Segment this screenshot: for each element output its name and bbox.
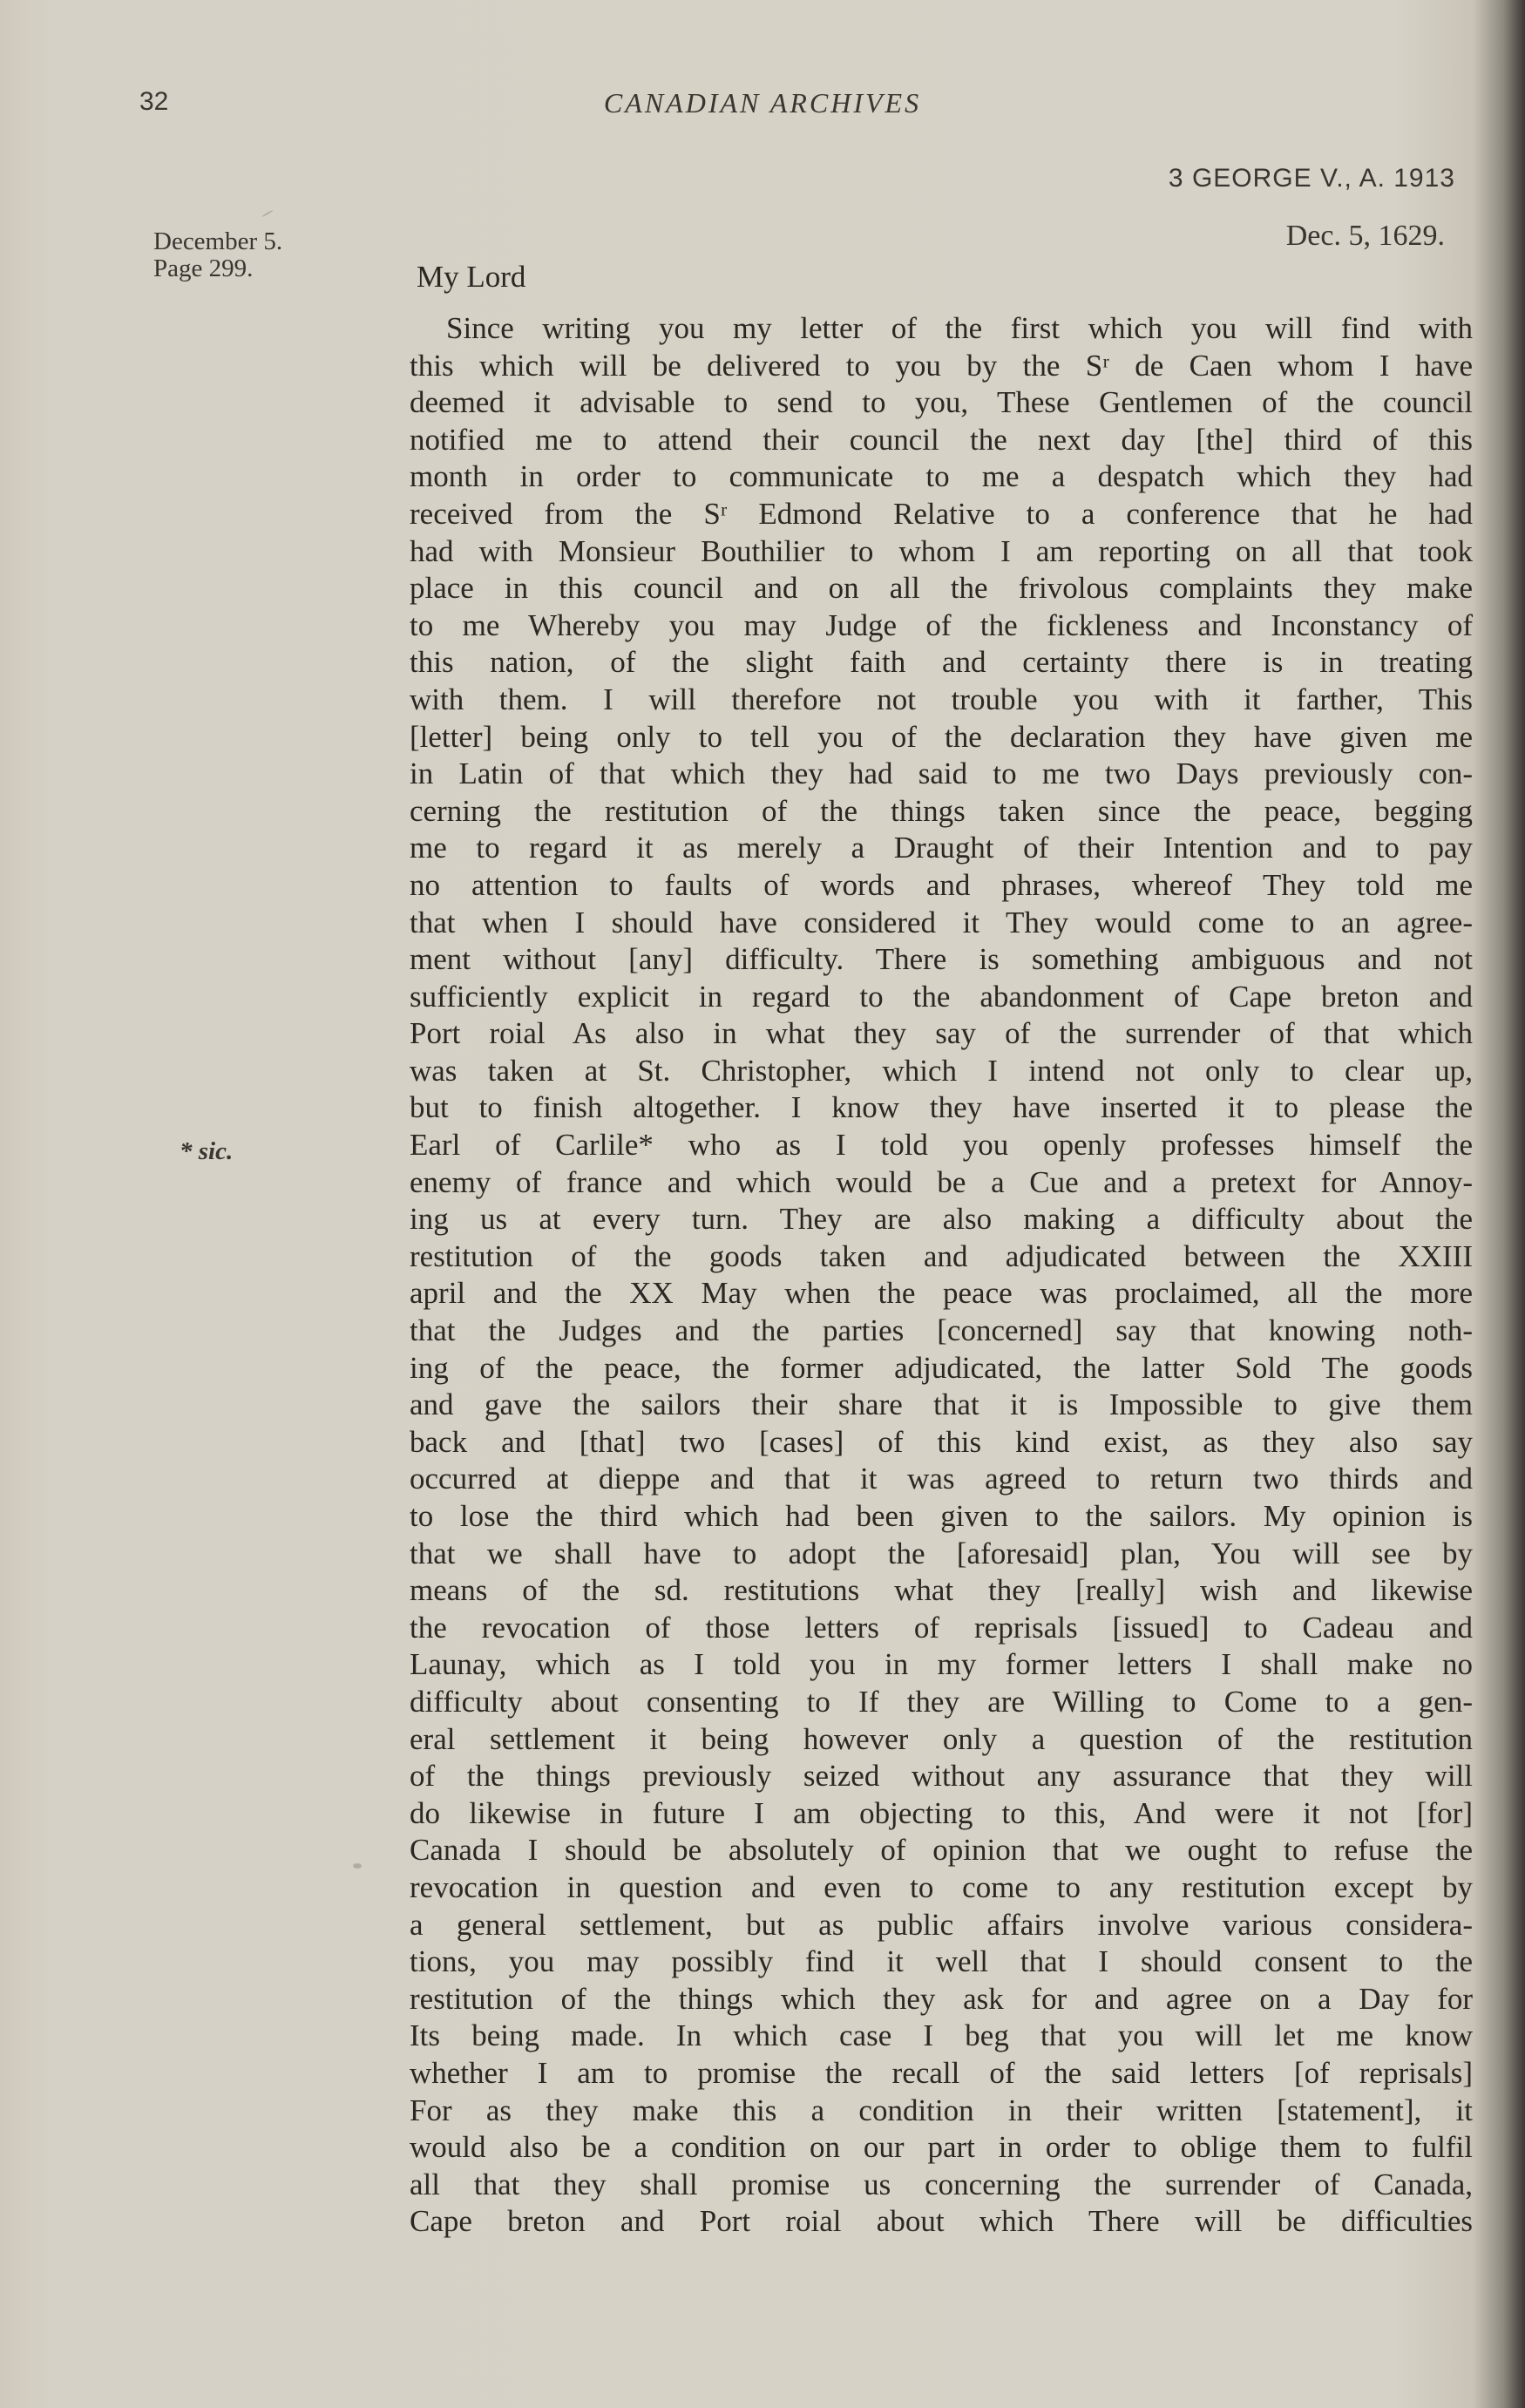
letter-line: received from the Sʳ Edmond Relative to a conference that he had bbox=[410, 496, 1473, 531]
letter-line: [letter] being only to tell you of the declaration they have given me bbox=[410, 719, 1473, 754]
letter-line: me to regard it as merely a Draught of their Intention and to pay bbox=[410, 831, 1473, 865]
letter-line: place in this council and on all the frivolous complaints they make bbox=[410, 571, 1473, 606]
ink-smudge bbox=[353, 1863, 362, 1869]
letter-line: a general settlement, but as public affairs involve various considera- bbox=[410, 1907, 1473, 1942]
letter-line: sufficiently explicit in regard to the abandonment of Cape breton and bbox=[410, 979, 1473, 1014]
letter-line: enemy of france and which would be a Cue and a pretext for Annoy- bbox=[410, 1164, 1473, 1199]
letter-line: do likewise in future I am objecting to this, And were it not [for] bbox=[410, 1795, 1473, 1830]
letter-line: in Latin of that which they had said to me two Days previously con- bbox=[410, 756, 1473, 791]
letter-line: the revocation of those letters of reprisals [issued] to Cadeau and bbox=[410, 1610, 1473, 1645]
letter-line: deemed it advisable to send to you, These Gentlemen of the council bbox=[410, 385, 1473, 420]
letter-line: restitution of the things which they ask for and agree on a Day for bbox=[410, 1981, 1473, 2016]
running-head: CANADIAN ARCHIVES bbox=[603, 87, 922, 119]
letter-line: Cape breton and Port roial about which There will be difficulties bbox=[410, 2204, 1473, 2239]
letter-line: Earl of Carlile* who as I told you openly professes himself the bbox=[410, 1128, 1473, 1163]
letter-line: but to finish altogether. I know they have inserted it to please the bbox=[410, 1090, 1473, 1125]
letter-line: eral settlement it being however only a question of the restitution bbox=[410, 1721, 1473, 1756]
letter-line: notified me to attend their council the next day [the] third of this bbox=[410, 422, 1473, 457]
letter-line: all that they shall promise us concerning the surrender of Canada, bbox=[410, 2167, 1473, 2201]
margin-date-line: December 5. bbox=[153, 227, 283, 255]
letter-line: occurred at dieppe and that it was agreed to return two thirds and bbox=[410, 1462, 1473, 1496]
letter-line: to me Whereby you may Judge of the fickleness and Inconstancy of bbox=[410, 607, 1473, 642]
margin-sic-note: * sic. bbox=[180, 1137, 234, 1165]
letter-line: Canada I should be absolutely of opinion that we ought to refuse the bbox=[410, 1833, 1473, 1868]
letter-line: to lose the third which had been given to the sailors. My opinion is bbox=[410, 1499, 1473, 1533]
letter-line: revocation in question and even to come to any restitution except by bbox=[410, 1869, 1473, 1904]
letter-line: means of the sd. restitutions what they [really] wish and likewise bbox=[410, 1573, 1473, 1608]
ink-mark bbox=[261, 210, 273, 218]
letter-line: Launay, which as I told you in my former letters I shall make no bbox=[410, 1647, 1473, 1682]
letter-line: this nation, of the slight faith and certainty there is in treating bbox=[410, 645, 1473, 680]
letter-line: For as they make this a condition in their written [statement], it bbox=[410, 2093, 1473, 2127]
letter-line: back and [that] two [cases] of this kind exist, as they also say bbox=[410, 1424, 1473, 1459]
letter-line: of the things previously seized without any assurance that they will bbox=[410, 1759, 1473, 1794]
letter-line: Since writing you my letter of the first which you will find with bbox=[446, 311, 1473, 345]
letter-salutation: My Lord bbox=[417, 260, 526, 294]
letter-line: whether I am to promise the recall of the said letters [of reprisals] bbox=[410, 2055, 1473, 2090]
letter-line: had with Monsieur Bouthilier to whom I am reporting on all that took bbox=[410, 533, 1473, 568]
session-header: 3 GEORGE V., A. 1913 bbox=[1168, 164, 1455, 193]
letter-line: and gave the sailors their share that it is Impossible to give them bbox=[410, 1387, 1473, 1422]
letter-line: Port roial As also in what they say of the surrender of that which bbox=[410, 1016, 1473, 1051]
letter-line: this which will be delivered to you by the Sʳ de Caen whom I have bbox=[410, 348, 1473, 383]
letter-line: ment without [any] difficulty. There is something ambiguous and not bbox=[410, 942, 1473, 977]
letter-line: that we shall have to adopt the [aforesaid] plan, You will see by bbox=[410, 1536, 1473, 1570]
letter-date: Dec. 5, 1629. bbox=[1285, 220, 1445, 252]
letter-line: would also be a condition on our part in order to oblige them to fulfil bbox=[410, 2130, 1473, 2165]
letter-line: ing us at every turn. They are also making a difficulty about the bbox=[410, 1202, 1473, 1237]
letter-line: restitution of the goods taken and adjudicated between the XXIII bbox=[410, 1238, 1473, 1273]
letter-line: cerning the restitution of the things taken since the peace, begging bbox=[410, 793, 1473, 828]
margin-date-note bbox=[153, 228, 282, 282]
letter-line: that the Judges and the parties [concerned] say that knowing noth- bbox=[410, 1313, 1473, 1348]
letter-line: april and the XX May when the peace was proclaimed, all the more bbox=[410, 1276, 1473, 1311]
letter-line: that when I should have considered it They would come to an agree- bbox=[410, 905, 1473, 939]
letter-body bbox=[410, 310, 1473, 2241]
margin-page-line: Page 299. bbox=[153, 254, 254, 282]
letter-line: was taken at St. Christopher, which I intend not only to clear up, bbox=[410, 1053, 1473, 1088]
letter-line: no attention to faults of words and phrases, whereof They told me bbox=[410, 867, 1473, 902]
letter-line: with them. I will therefore not trouble you with it farther, This bbox=[410, 682, 1473, 716]
letter-line: month in order to communicate to me a despatch which they had bbox=[410, 459, 1473, 494]
letter-line: tions, you may possibly find it well that I should consent to the bbox=[410, 1944, 1473, 1979]
letter-line: ing of the peace, the former adjudicated, the latter Sold The goods bbox=[410, 1350, 1473, 1385]
letter-line: Its being made. In which case I beg that you will let me know bbox=[410, 2018, 1473, 2053]
letter-line: difficulty about consenting to If they are Willing to Come to a gen- bbox=[410, 1684, 1473, 1719]
page-number: 32 bbox=[139, 87, 169, 116]
